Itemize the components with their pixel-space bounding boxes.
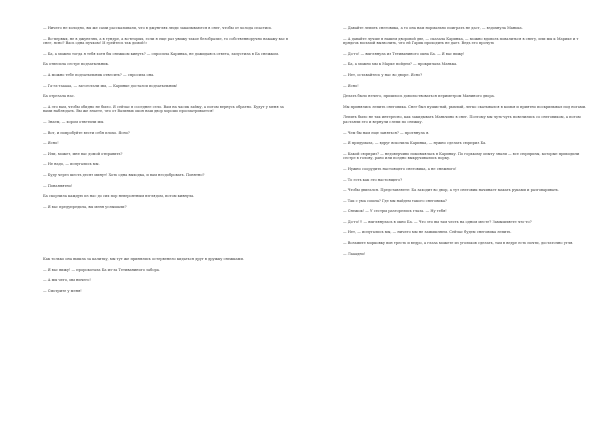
paragraph-gap: [43, 215, 289, 257]
paragraph: — Возьмите морковку вон тресть и ведро, а глаза можете из угольков сделать, там в ведре есть почти, достаточно угля.: [343, 241, 574, 246]
paragraph: — А мы чего, мы ничего!: [43, 278, 91, 283]
paragraph: Как только она вышла за калитку, мы тут же принялись остервенело кидаться друг в дружку снежками.: [43, 257, 245, 262]
paragraph: — Или, может, мне вас домой отправить?: [43, 151, 123, 156]
paragraph: — Понаяяятно!: [43, 183, 73, 188]
paragraph: — Вот, и попробуйте вести себя плохо. Ясно?: [43, 130, 130, 135]
paragraph: — Ба, а можно мы к Марке пойдем? — прокричала Манька.: [343, 62, 458, 67]
paragraph: Лепить было не так интересно, как закидывать Маньчино в снег. Поэтому мы чуть-чуть повелились со снеговиком, а потом растаяли его и вернули слепи по снежку.: [343, 115, 581, 124]
paragraph: — Смотрите у меня!: [43, 289, 82, 294]
paragraph: Делать было нечего, пришлось довольствоваться периметром Маниного двора.: [343, 94, 495, 99]
paragraph: — Так с ума сошла? Где мы найдем такого снеговика?: [343, 198, 447, 203]
paragraph: — А это вам, чтобы обидно не было. Я сейчас в соседнее село. Вам на часик займу, а потом вернусь обратно. Будут у меня за вами наблюдать. Вы же знаете, что от Вазиных окон наш двор хорошо просматривается!: [43, 104, 284, 114]
paragraph: — До-го! — выглянула из Тетиваниного окна Ба. — Я вас вижу!: [343, 51, 465, 56]
paragraph: — Лааадно!: [343, 251, 366, 256]
paragraph: Мы принялись лепить снеговика. Снег был пушистый, рыхлый, легко скатывался в комья и приятно поскрипывал под ногами.: [343, 104, 587, 109]
left-text-block-top: [43, 26, 289, 209]
paragraph: — Знаем, — хором ответили мы.: [43, 119, 105, 124]
paragraph: — Ба, а можно тогда я тебя хотя бы снежком кинуть? — спросила Каринка, не дожидаясь ответа, запустила в Ба снежком.: [43, 51, 280, 56]
paragraph: — Я вас предупредила, вы меня услышали?: [43, 204, 127, 209]
paragraph: — Буду через шесть десят минут! Хоть одна выходка, и вам несдобровать. Понятно?: [43, 172, 205, 177]
paragraph: — Ясно!: [343, 83, 359, 88]
paragraph: — Во-первых, не в джунглях, а в тундре, а во-вторых, если я еще раз увижу такое безобразие, то собственноручно накажу вас в снег, ясно? Вась одна пучком! И грейтесь так домой!»: [43, 36, 288, 46]
paragraph: — Снежок! — У сестры разгорелись глаза. — Ну тебя!: [343, 209, 447, 214]
paragraph: — Нет, — испугались мы, — ничего мы не замышляем. Сейчас будем снеговика лепить.: [343, 230, 512, 235]
paragraph: — Я вас вижу! — пророкотала Ба из-за Тетиваниного забора.: [43, 267, 161, 272]
paragraph: — Чем бы нам еще заняться? — протянула я.: [343, 130, 430, 135]
paragraph: Ба отвесила сестре подзатыльник.: [43, 62, 110, 67]
left-page-text: [43, 26, 289, 300]
paragraph: — Ясно!: [43, 141, 59, 146]
paragraph: — Давайте лепить снеговика, а то она нам нормально поиграть не даст, — вздохнула Манька.: [343, 26, 523, 30]
left-text-block-bottom: [43, 257, 289, 293]
paragraph: Ба скорчила каждую из нас до сих пор невероятным взглядом, потом кивнула.: [43, 194, 195, 199]
paragraph: — Га-га-гааааа, — загоготали мы, — Каринке досталси подзатыльник!: [43, 83, 178, 88]
right-page-text: [343, 26, 589, 262]
paragraph: — Нет, оставайтесь у нас во дворе. Ясно?: [343, 72, 423, 77]
paragraph: — До-го!!! — выглянулась в окно Ба. — Что это вы там честь на одном месте? Замышляете что-то?: [343, 219, 532, 224]
paragraph: — Не надо, — испугались мы.: [43, 162, 100, 167]
paragraph: — А давайте лучше в нашем дворовой две, — сказала Каринка, — можно вдоволь повалиться в снегу, или мы к Марике и т прядочь восьмой вызволить, что ей Гарик проходить не дает. Ведь его прочуть: [343, 36, 579, 46]
paragraph: — Чтобы двигался. Представляете: Ба заходит во двор, а тут снеговик начинает махать руками и разговаривать.: [343, 188, 560, 193]
paragraph: — Какой сюрприз? — недоверчиво поковыялась в Каринку. По горькому опыту знали — все сюрпризы, которые приходили сестре в голову, рано или поздно выкручивались порку.: [343, 151, 580, 161]
paragraph: Ба отрезала нас.: [43, 94, 75, 99]
right-text-block: [343, 26, 589, 256]
paragraph: — Ничего не холодно, вы же сами рассказывали, что в джунглях люди закапываются в снег, чтобы от холода спастись.: [43, 26, 273, 30]
paragraph: — Я придумала, — вдруг вскочила Каринка, — нужно сделать сюрприз Ба.: [343, 141, 487, 146]
paragraph: — То есть как это настоящего?: [343, 177, 403, 182]
paragraph: — А можно тебе подзатыльник отвесить? — спросила она.: [43, 72, 155, 77]
paragraph: — Нужно соорудить настоящего снеговика, а не снежного!: [343, 166, 457, 171]
